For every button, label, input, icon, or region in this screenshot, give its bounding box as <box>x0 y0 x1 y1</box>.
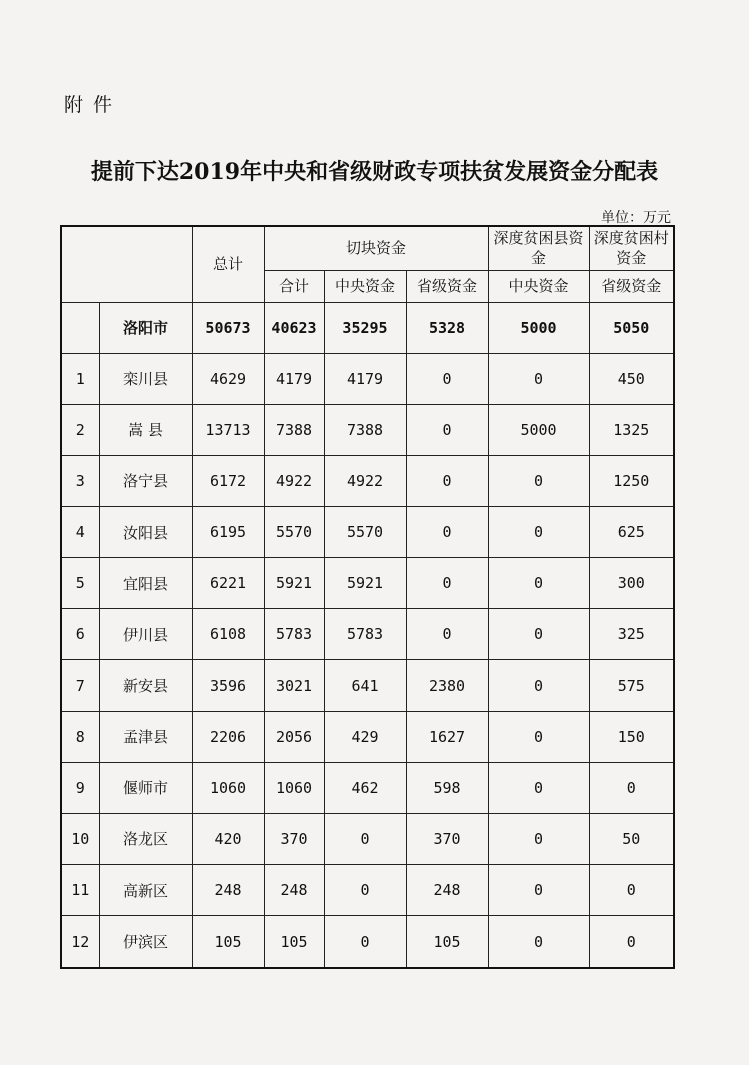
cell-subtotal: 5783 <box>264 609 324 660</box>
cell-subtotal: 4922 <box>264 455 324 506</box>
cell-subtotal: 2056 <box>264 711 324 762</box>
cell-name: 新安县 <box>99 660 192 711</box>
cell-deep-county: 0 <box>488 353 589 404</box>
table-row <box>61 558 674 609</box>
header-total: 总计 <box>192 226 264 302</box>
cell-central: 4179 <box>324 353 406 404</box>
cell-provincial: 598 <box>406 762 488 813</box>
cell-subtotal: 3021 <box>264 660 324 711</box>
cell-deep-county: 0 <box>488 507 589 558</box>
cell-provincial: 0 <box>406 558 488 609</box>
cell-deep-village: 50 <box>589 813 674 864</box>
cell-subtotal: 5921 <box>264 558 324 609</box>
cell-deep-county: 0 <box>488 865 589 916</box>
header-deep-county: 深度贫困县资金 <box>488 226 589 270</box>
header-block-funds: 切块资金 <box>264 226 488 270</box>
cell-no: 4 <box>61 507 99 558</box>
cell-provincial: 0 <box>406 455 488 506</box>
summary-subtotal: 40623 <box>264 302 324 353</box>
cell-no: 10 <box>61 813 99 864</box>
header-provincial: 省级资金 <box>406 270 488 302</box>
allocation-table <box>60 225 675 969</box>
summary-total: 50673 <box>192 302 264 353</box>
summary-row <box>61 302 674 353</box>
header-deep-village-sub: 省级资金 <box>589 270 674 302</box>
table-row <box>61 916 674 968</box>
cell-no: 1 <box>61 353 99 404</box>
unit-label: 单位：万元 <box>601 210 671 226</box>
cell-deep-village: 575 <box>589 660 674 711</box>
cell-deep-village: 625 <box>589 507 674 558</box>
cell-central: 7388 <box>324 404 406 455</box>
cell-total: 6195 <box>192 507 264 558</box>
header-row-1 <box>61 226 674 270</box>
cell-total: 6221 <box>192 558 264 609</box>
cell-no: 8 <box>61 711 99 762</box>
cell-central: 0 <box>324 813 406 864</box>
cell-subtotal: 7388 <box>264 404 324 455</box>
table-row <box>61 813 674 864</box>
cell-total: 2206 <box>192 711 264 762</box>
cell-deep-village: 325 <box>589 609 674 660</box>
cell-no: 2 <box>61 404 99 455</box>
cell-subtotal: 248 <box>264 865 324 916</box>
cell-provincial: 0 <box>406 507 488 558</box>
cell-deep-county: 5000 <box>488 404 589 455</box>
cell-central: 0 <box>324 916 406 968</box>
cell-total: 6172 <box>192 455 264 506</box>
cell-deep-village: 450 <box>589 353 674 404</box>
cell-name: 伊川县 <box>99 609 192 660</box>
table-row <box>61 660 674 711</box>
cell-total: 3596 <box>192 660 264 711</box>
cell-provincial: 248 <box>406 865 488 916</box>
cell-central: 4922 <box>324 455 406 506</box>
cell-central: 5570 <box>324 507 406 558</box>
cell-deep-county: 0 <box>488 711 589 762</box>
cell-central: 0 <box>324 865 406 916</box>
summary-central: 35295 <box>324 302 406 353</box>
page-title: 提前下达2019年中央和省级财政专项扶贫发展资金分配表 <box>90 159 659 185</box>
header-subtotal: 合计 <box>264 270 324 302</box>
cell-name: 高新区 <box>99 865 192 916</box>
cell-deep-county: 0 <box>488 660 589 711</box>
cell-no: 12 <box>61 916 99 968</box>
cell-no: 6 <box>61 609 99 660</box>
header-central: 中央资金 <box>324 270 406 302</box>
cell-deep-village: 1325 <box>589 404 674 455</box>
cell-provincial: 0 <box>406 609 488 660</box>
cell-provincial: 1627 <box>406 711 488 762</box>
cell-total: 105 <box>192 916 264 968</box>
cell-subtotal: 4179 <box>264 353 324 404</box>
cell-central: 641 <box>324 660 406 711</box>
cell-deep-county: 0 <box>488 609 589 660</box>
cell-deep-county: 0 <box>488 762 589 813</box>
header-deep-village: 深度贫困村资金 <box>589 226 674 270</box>
cell-name: 孟津县 <box>99 711 192 762</box>
cell-deep-village: 1250 <box>589 455 674 506</box>
cell-provincial: 105 <box>406 916 488 968</box>
cell-total: 1060 <box>192 762 264 813</box>
cell-provincial: 0 <box>406 353 488 404</box>
summary-name: 洛阳市 <box>99 302 192 353</box>
cell-central: 5783 <box>324 609 406 660</box>
cell-total: 6108 <box>192 609 264 660</box>
cell-deep-village: 150 <box>589 711 674 762</box>
cell-no: 9 <box>61 762 99 813</box>
cell-deep-village: 0 <box>589 865 674 916</box>
cell-subtotal: 5570 <box>264 507 324 558</box>
cell-central: 5921 <box>324 558 406 609</box>
cell-deep-county: 0 <box>488 813 589 864</box>
cell-deep-county: 0 <box>488 916 589 968</box>
summary-deep-village: 5050 <box>589 302 674 353</box>
table-row <box>61 711 674 762</box>
cell-name: 洛龙区 <box>99 813 192 864</box>
cell-deep-village: 0 <box>589 916 674 968</box>
cell-name: 汝阳县 <box>99 507 192 558</box>
summary-no <box>61 302 99 353</box>
table-row <box>61 455 674 506</box>
summary-deep-county: 5000 <box>488 302 589 353</box>
cell-name: 宜阳县 <box>99 558 192 609</box>
cell-subtotal: 105 <box>264 916 324 968</box>
table-row <box>61 865 674 916</box>
cell-deep-county: 0 <box>488 558 589 609</box>
cell-central: 429 <box>324 711 406 762</box>
cell-subtotal: 370 <box>264 813 324 864</box>
cell-name: 洛宁县 <box>99 455 192 506</box>
cell-central: 462 <box>324 762 406 813</box>
header-deep-county-sub: 中央资金 <box>488 270 589 302</box>
cell-provincial: 2380 <box>406 660 488 711</box>
cell-total: 4629 <box>192 353 264 404</box>
cell-name: 栾川县 <box>99 353 192 404</box>
cell-deep-county: 0 <box>488 455 589 506</box>
attachment-label: 附件 <box>64 94 123 116</box>
cell-no: 5 <box>61 558 99 609</box>
cell-no: 7 <box>61 660 99 711</box>
cell-provincial: 370 <box>406 813 488 864</box>
table-row <box>61 507 674 558</box>
cell-name: 嵩 县 <box>99 404 192 455</box>
cell-name: 伊滨区 <box>99 916 192 968</box>
table-row <box>61 404 674 455</box>
cell-total: 420 <box>192 813 264 864</box>
summary-provincial: 5328 <box>406 302 488 353</box>
table-row <box>61 609 674 660</box>
cell-subtotal: 1060 <box>264 762 324 813</box>
corner-cell <box>61 226 192 302</box>
table-row <box>61 762 674 813</box>
cell-no: 3 <box>61 455 99 506</box>
cell-provincial: 0 <box>406 404 488 455</box>
cell-no: 11 <box>61 865 99 916</box>
cell-total: 13713 <box>192 404 264 455</box>
cell-deep-village: 300 <box>589 558 674 609</box>
cell-deep-village: 0 <box>589 762 674 813</box>
cell-total: 248 <box>192 865 264 916</box>
cell-name: 偃师市 <box>99 762 192 813</box>
table-row <box>61 353 674 404</box>
